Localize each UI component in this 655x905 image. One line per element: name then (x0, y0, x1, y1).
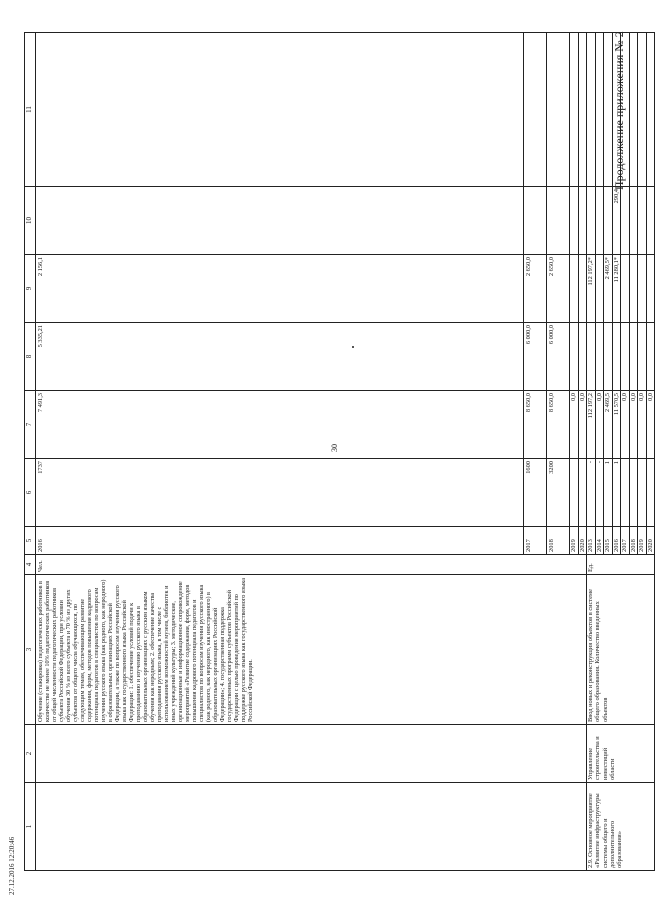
year-cell: 2017 (524, 527, 547, 555)
local-funding (36, 187, 524, 255)
page-number: 30 (330, 444, 339, 452)
column-number-row (25, 33, 36, 871)
col-num-7: 7 (25, 391, 36, 459)
total-funding: 0,0 (570, 391, 579, 459)
indicator-value (621, 459, 630, 527)
federal-funding (646, 323, 655, 391)
total-funding: 0,0 (646, 391, 655, 459)
total-funding: 0,0 (621, 391, 630, 459)
year-cell: 2016 (612, 527, 621, 555)
total-funding: 7 491,3 (36, 391, 524, 459)
other-funding (646, 33, 655, 187)
local-funding (578, 187, 587, 255)
indicator-value: 1 (612, 459, 621, 527)
federal-funding: 6 000,0 (547, 323, 570, 391)
total-funding: 0,0 (578, 391, 587, 459)
other-funding (570, 33, 579, 187)
local-funding: 290,4 (612, 187, 621, 255)
local-funding (570, 187, 579, 255)
col-num-1: 1 (25, 783, 36, 871)
main-event-name: 2.9. Основное мероприятие «Развитие инфраструктуры системы общего и дополнительного образования» (587, 783, 655, 871)
budget-table (24, 32, 655, 871)
indicator-description: Обучение (стажировка) педагогических работников в количестве не менее 10% педагогических работников от общей численности педагогических работников субъекта Российской Федерации, при условии обучения 30 % из всего субъекта и 70 % из других субъектов от общего числа обучающихся, по следующим темам, обеспечивающим развитие содержания, форм, методов повышения кадрового потенциала педагогов в специалистов по вопросам изучения русского языка (как родного, как неродного) в образовательных организациях Российской Федерации, а также по вопросам изучения русского языка как государственного языка Российской Федерации: 1. обеспечение условий подачи к преподаванию и изучению русского языка в образовательных организациях с русским языком обучения как неродным; 2. обеспечение качества преподавания русского языка, в том числе с использованием возможностей музеев, библиотек и иных учреждений культуры; 3. методические, организационные и информационное сопровождение мероприятий «Развитие содержания, форм, методов повышения кадрового потенциала педагогов и специалистов по вопросам изучения русского языка (как родного, как неродного, как иностранного) в образовательных организациях Российской Федерации»; 4. государственная поддержка государственных программ субъектов Российской Федерации с целью проведения мероприятий по поддержке русского языка как государственного языка Российской Федерации. (36, 575, 587, 725)
indicator-value: 1737 (36, 459, 524, 527)
col-num-8: 8 (25, 323, 36, 391)
indicator-value: 1600 (524, 459, 547, 527)
year-cell: 2020 (646, 527, 655, 555)
federal-funding (595, 323, 604, 391)
other-funding (612, 33, 621, 187)
indicator-value (570, 459, 579, 527)
total-funding: 0,0 (595, 391, 604, 459)
federal-funding (578, 323, 587, 391)
year-cell: 2017 (621, 527, 630, 555)
regional-funding: 112 197,2* (587, 255, 596, 323)
federal-funding: 6 000,0 (524, 323, 547, 391)
other-funding (604, 33, 613, 187)
year-cell: 2018 (547, 527, 570, 555)
other-funding (629, 33, 638, 187)
col-num-10: 10 (25, 187, 36, 255)
col-num-6: 6 (25, 459, 36, 527)
print-timestamp: 27.12.2016 12:20:46 (8, 836, 16, 895)
regional-funding (570, 255, 579, 323)
indicator-description: Ввод новых и реконструкция объектов в системе общего образования. Количество введенных объектов (587, 575, 655, 725)
total-funding: 8 650,0 (524, 391, 547, 459)
total-funding: 8 650,0 (547, 391, 570, 459)
total-funding: 11 570,5 (612, 391, 621, 459)
col-num-9: 9 (25, 255, 36, 323)
indicator-value (578, 459, 587, 527)
year-cell: 2013 (587, 527, 596, 555)
regional-funding (621, 255, 630, 323)
total-funding: 2 469,5 (604, 391, 613, 459)
regional-funding (578, 255, 587, 323)
unit-cell: Ед. (587, 555, 655, 575)
regional-funding (646, 255, 655, 323)
other-funding (595, 33, 604, 187)
col-num-3: 3 (25, 575, 36, 725)
other-funding (621, 33, 630, 187)
col-num-4: 4 (25, 555, 36, 575)
regional-funding: 2 650,0 (524, 255, 547, 323)
executor-name: Управление строительства и инвестиций области (587, 725, 655, 783)
year-cell: 2018 (629, 527, 638, 555)
col-num-11: 11 (25, 33, 36, 187)
year-cell: 2015 (604, 527, 613, 555)
local-funding (524, 187, 547, 255)
table-row (587, 33, 596, 871)
local-funding (547, 187, 570, 255)
local-funding (621, 187, 630, 255)
other-funding (638, 33, 647, 187)
other-funding (36, 33, 524, 187)
federal-funding (570, 323, 579, 391)
indicator-value (646, 459, 655, 527)
col-num-2: 2 (25, 725, 36, 783)
indicator-value: 1 (604, 459, 613, 527)
local-funding (629, 187, 638, 255)
local-funding (604, 187, 613, 255)
regional-funding (629, 255, 638, 323)
federal-funding (638, 323, 647, 391)
year-cell: 2014 (595, 527, 604, 555)
regional-funding: 11 280,1* (612, 255, 621, 323)
indicator-value: - (587, 459, 596, 527)
total-funding: 112 197,2 (587, 391, 596, 459)
table-row (36, 33, 524, 871)
local-funding (646, 187, 655, 255)
total-funding: 0,0 (629, 391, 638, 459)
indicator-value: 3200 (547, 459, 570, 527)
regional-funding: 2 156,1 (36, 255, 524, 323)
other-funding (547, 33, 570, 187)
federal-funding (621, 323, 630, 391)
col-num-5: 5 (25, 527, 36, 555)
indicator-value: - (595, 459, 604, 527)
other-funding (578, 33, 587, 187)
regional-funding: 2 650,0 (547, 255, 570, 323)
local-funding (587, 187, 596, 255)
federal-funding (587, 323, 596, 391)
other-funding (524, 33, 547, 187)
regional-funding (595, 255, 604, 323)
local-funding (595, 187, 604, 255)
federal-funding (629, 323, 638, 391)
executor-cell-empty (36, 725, 587, 783)
appendix-title: Продолжение приложения № 2 (612, 31, 626, 190)
rotated-table-container (24, 33, 654, 871)
indicator-value (629, 459, 638, 527)
year-cell: 2019 (638, 527, 647, 555)
year-cell: 2020 (578, 527, 587, 555)
year-cell: 2019 (570, 527, 579, 555)
local-funding (638, 187, 647, 255)
regional-funding: 2 469,5* (604, 255, 613, 323)
federal-funding (612, 323, 621, 391)
total-funding: 0,0 (638, 391, 647, 459)
indicator-value (638, 459, 647, 527)
event-cell-empty (36, 783, 587, 871)
regional-funding (638, 255, 647, 323)
federal-funding: 5 335,21 (36, 323, 524, 391)
year-cell: 2016 (36, 527, 524, 555)
federal-funding (604, 323, 613, 391)
other-funding (587, 33, 596, 187)
unit-cell: Чел. (36, 555, 587, 575)
